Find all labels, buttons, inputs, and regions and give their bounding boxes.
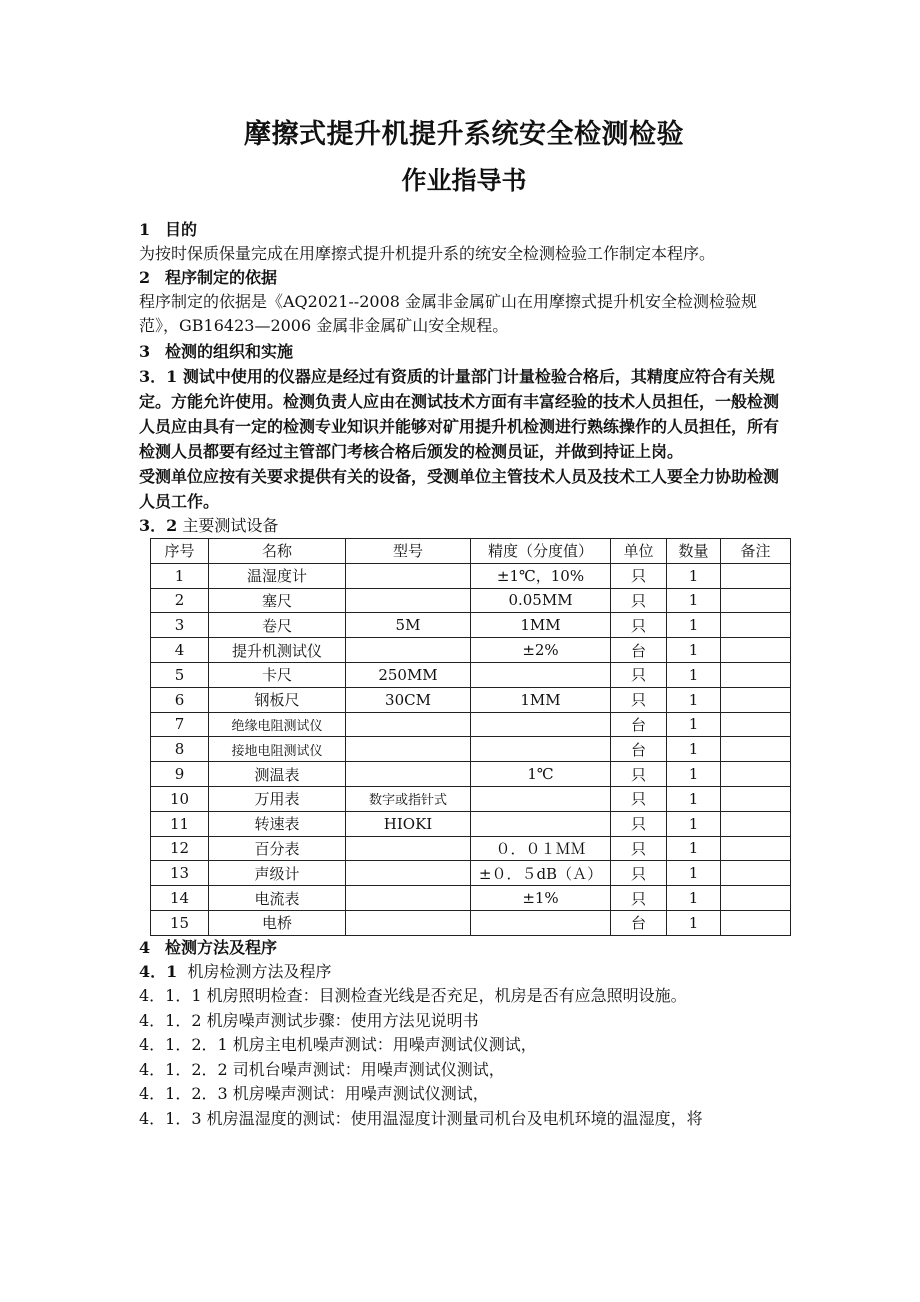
section-4-line: 4．1．2．2 司机台噪声测试：用噪声测试仪测试， xyxy=(139,1059,505,1079)
document-subtitle: 作业指导书 xyxy=(401,166,527,195)
table-row xyxy=(151,762,791,787)
cell-remark xyxy=(721,563,791,588)
cell-precision: ±1% xyxy=(471,886,611,911)
cell-no: 14 xyxy=(151,886,209,911)
section-1-heading: 1 目的 xyxy=(139,220,198,239)
table-header-row xyxy=(151,539,791,564)
cell-name: 测温表 xyxy=(209,762,346,787)
cell-model: 5M xyxy=(346,613,471,638)
cell-name: 温湿度计 xyxy=(209,563,346,588)
cell-name: 电流表 xyxy=(209,886,346,911)
cell-no: 5 xyxy=(151,662,209,687)
section-4-line: 4．1．1 机房照明检查：目测检查光线是否充足，机房是否有应急照明设施。 xyxy=(139,986,687,1006)
table-row xyxy=(151,886,791,911)
cell-unit: 只 xyxy=(611,588,667,613)
cell-no: 11 xyxy=(151,811,209,836)
cell-precision: 1℃ xyxy=(471,762,611,787)
cell-unit: 只 xyxy=(611,613,667,638)
cell-qty: 1 xyxy=(667,638,721,663)
section-4-line: 4．1．3 机房温湿度的测试：使用温湿度计测量司机台及电机环境的温湿度，将 xyxy=(139,1108,703,1128)
cell-remark xyxy=(721,762,791,787)
cell-unit: 只 xyxy=(611,811,667,836)
cell-name: 万用表 xyxy=(209,786,346,811)
cell-remark xyxy=(721,836,791,861)
section-4-heading: 4 检测方法及程序 xyxy=(139,937,278,957)
cell-qty: 1 xyxy=(667,662,721,687)
cell-unit: 只 xyxy=(611,861,667,886)
cell-qty: 1 xyxy=(667,836,721,861)
header-qty: 数量 xyxy=(667,539,721,564)
cell-precision xyxy=(471,910,611,935)
cell-remark xyxy=(721,737,791,762)
equipment-table xyxy=(150,538,791,936)
table-row xyxy=(151,861,791,886)
title-bold-part: 提升系统安全检测检验 xyxy=(409,119,684,150)
header-remark: 备注 xyxy=(721,539,791,564)
cell-qty: 1 xyxy=(667,886,721,911)
table-row xyxy=(151,687,791,712)
cell-no: 13 xyxy=(151,861,209,886)
cell-unit: 只 xyxy=(611,886,667,911)
cell-model xyxy=(346,836,471,861)
table-row xyxy=(151,662,791,687)
cell-unit: 台 xyxy=(611,910,667,935)
table-row xyxy=(151,563,791,588)
section-2-heading: 2 程序制定的依据 xyxy=(139,268,278,287)
section-1-body: 为按时保质保量完成在用摩擦式提升机提升系的统安全检测检验工作制定本程序。 xyxy=(139,244,716,263)
cell-unit: 只 xyxy=(611,762,667,787)
cell-precision xyxy=(471,712,611,737)
cell-remark xyxy=(721,687,791,712)
cell-model xyxy=(346,762,471,787)
section-3-1-body: 3．1 测试中使用的仪器应是经过有资质的计量部门计量检验合格后，其精度应符合有关规定。方能允许使用。检测负责人应由在测试技术方面有丰富经验的技术人员担任，一般检测人员应由具有一定的检测专业知识并能够对矿用提升机检测进行熟练操作的人员担任，所有检测人员都要有经过主管部门考核合格后颁发的检测员证，并做到持证上岗。 xyxy=(139,367,780,461)
cell-precision: 0.05MM xyxy=(471,588,611,613)
section-4-line: 4．1．2 机房噪声测试步骤：使用方法见说明书 xyxy=(139,1010,479,1030)
cell-name: 电桥 xyxy=(209,910,346,935)
cell-remark xyxy=(721,638,791,663)
cell-model xyxy=(346,737,471,762)
cell-no: 10 xyxy=(151,786,209,811)
cell-qty: 1 xyxy=(667,861,721,886)
section-2-body: 程序制定的依据是《AQ2021--2008 金属非金属矿山在用摩擦式提升机安全检测检验规范》，GB16423—2006 金属非金属矿山安全规程。 xyxy=(139,292,758,335)
section-3-1-body-cont: 受测单位应按有关要求提供有关的设备，受测单位主管技术人员及技术工人要全力协助检测人员工作。 xyxy=(139,467,780,511)
table-row xyxy=(151,836,791,861)
table-row xyxy=(151,786,791,811)
cell-model xyxy=(346,712,471,737)
cell-unit: 台 xyxy=(611,712,667,737)
cell-no: 1 xyxy=(151,563,209,588)
cell-qty: 1 xyxy=(667,737,721,762)
cell-unit: 只 xyxy=(611,563,667,588)
table-row xyxy=(151,588,791,613)
section-4-1-heading: 4．1 机房检测方法及程序 xyxy=(139,961,332,981)
section-3-heading: 3 检测的组织和实施 xyxy=(139,342,294,361)
cell-no: 9 xyxy=(151,762,209,787)
cell-name: 提升机测试仪 xyxy=(209,638,346,663)
cell-no: 7 xyxy=(151,712,209,737)
cell-unit: 台 xyxy=(611,638,667,663)
cell-qty: 1 xyxy=(667,687,721,712)
cell-no: 8 xyxy=(151,737,209,762)
cell-model: HIOKI xyxy=(346,811,471,836)
cell-no: 3 xyxy=(151,613,209,638)
cell-name: 绝缘电阻测试仪 xyxy=(209,712,346,737)
cell-precision: ±2% xyxy=(471,638,611,663)
cell-model xyxy=(346,910,471,935)
cell-precision: 1MM xyxy=(471,687,611,712)
cell-no: 12 xyxy=(151,836,209,861)
cell-remark xyxy=(721,886,791,911)
cell-precision: ±1℃，10% xyxy=(471,563,611,588)
cell-qty: 1 xyxy=(667,910,721,935)
header-no: 序号 xyxy=(151,539,209,564)
header-model: 型号 xyxy=(346,539,471,564)
cell-model xyxy=(346,588,471,613)
document-title xyxy=(139,112,789,158)
cell-unit: 只 xyxy=(611,786,667,811)
cell-qty: 1 xyxy=(667,588,721,613)
cell-remark xyxy=(721,910,791,935)
cell-no: 6 xyxy=(151,687,209,712)
table-row xyxy=(151,638,791,663)
cell-precision xyxy=(471,737,611,762)
cell-name: 转速表 xyxy=(209,811,346,836)
cell-name: 卷尺 xyxy=(209,613,346,638)
cell-unit: 台 xyxy=(611,737,667,762)
cell-name: 声级计 xyxy=(209,861,346,886)
cell-precision: ±０．５dB（Ａ） xyxy=(471,861,611,886)
cell-unit: 只 xyxy=(611,836,667,861)
cell-precision xyxy=(471,811,611,836)
table-row xyxy=(151,811,791,836)
cell-model: 250MM xyxy=(346,662,471,687)
table-row xyxy=(151,737,791,762)
cell-name: 接地电阻测试仪 xyxy=(209,737,346,762)
cell-name: 钢板尺 xyxy=(209,687,346,712)
cell-model: 30CM xyxy=(346,687,471,712)
document-page xyxy=(139,112,789,1131)
section-4-line: 4．1．2．1 机房主电机噪声测试：用噪声测试仪测试， xyxy=(139,1035,537,1055)
cell-remark xyxy=(721,786,791,811)
cell-precision xyxy=(471,786,611,811)
cell-qty: 1 xyxy=(667,786,721,811)
cell-remark xyxy=(721,613,791,638)
cell-remark xyxy=(721,811,791,836)
cell-qty: 1 xyxy=(667,712,721,737)
section-3-2-heading: 3．2 主要测试设备 xyxy=(139,516,279,535)
cell-precision: 1MM xyxy=(471,613,611,638)
table-row xyxy=(151,613,791,638)
cell-remark xyxy=(721,861,791,886)
cell-qty: 1 xyxy=(667,613,721,638)
cell-name: 塞尺 xyxy=(209,588,346,613)
cell-no: 15 xyxy=(151,910,209,935)
header-precision: 精度（分度值） xyxy=(471,539,611,564)
cell-remark xyxy=(721,712,791,737)
section-4-line: 4．1．2．3 机房噪声测试：用噪声测试仪测试， xyxy=(139,1084,489,1104)
cell-model xyxy=(346,638,471,663)
cell-model: 数字或指针式 xyxy=(346,786,471,811)
cell-remark xyxy=(721,588,791,613)
cell-unit: 只 xyxy=(611,662,667,687)
cell-model xyxy=(346,563,471,588)
header-unit: 单位 xyxy=(611,539,667,564)
cell-model xyxy=(346,886,471,911)
cell-name: 百分表 xyxy=(209,836,346,861)
cell-unit: 只 xyxy=(611,687,667,712)
cell-qty: 1 xyxy=(667,563,721,588)
cell-remark xyxy=(721,662,791,687)
cell-precision xyxy=(471,662,611,687)
header-name: 名称 xyxy=(209,539,346,564)
cell-no: 2 xyxy=(151,588,209,613)
cell-no: 4 xyxy=(151,638,209,663)
cell-name: 卡尺 xyxy=(209,662,346,687)
title-normal-part: 摩擦式提升机 xyxy=(244,119,409,150)
cell-precision: ０．０１ＭＭ xyxy=(471,836,611,861)
cell-model xyxy=(346,861,471,886)
cell-qty: 1 xyxy=(667,811,721,836)
table-row xyxy=(151,910,791,935)
cell-qty: 1 xyxy=(667,762,721,787)
table-row xyxy=(151,712,791,737)
